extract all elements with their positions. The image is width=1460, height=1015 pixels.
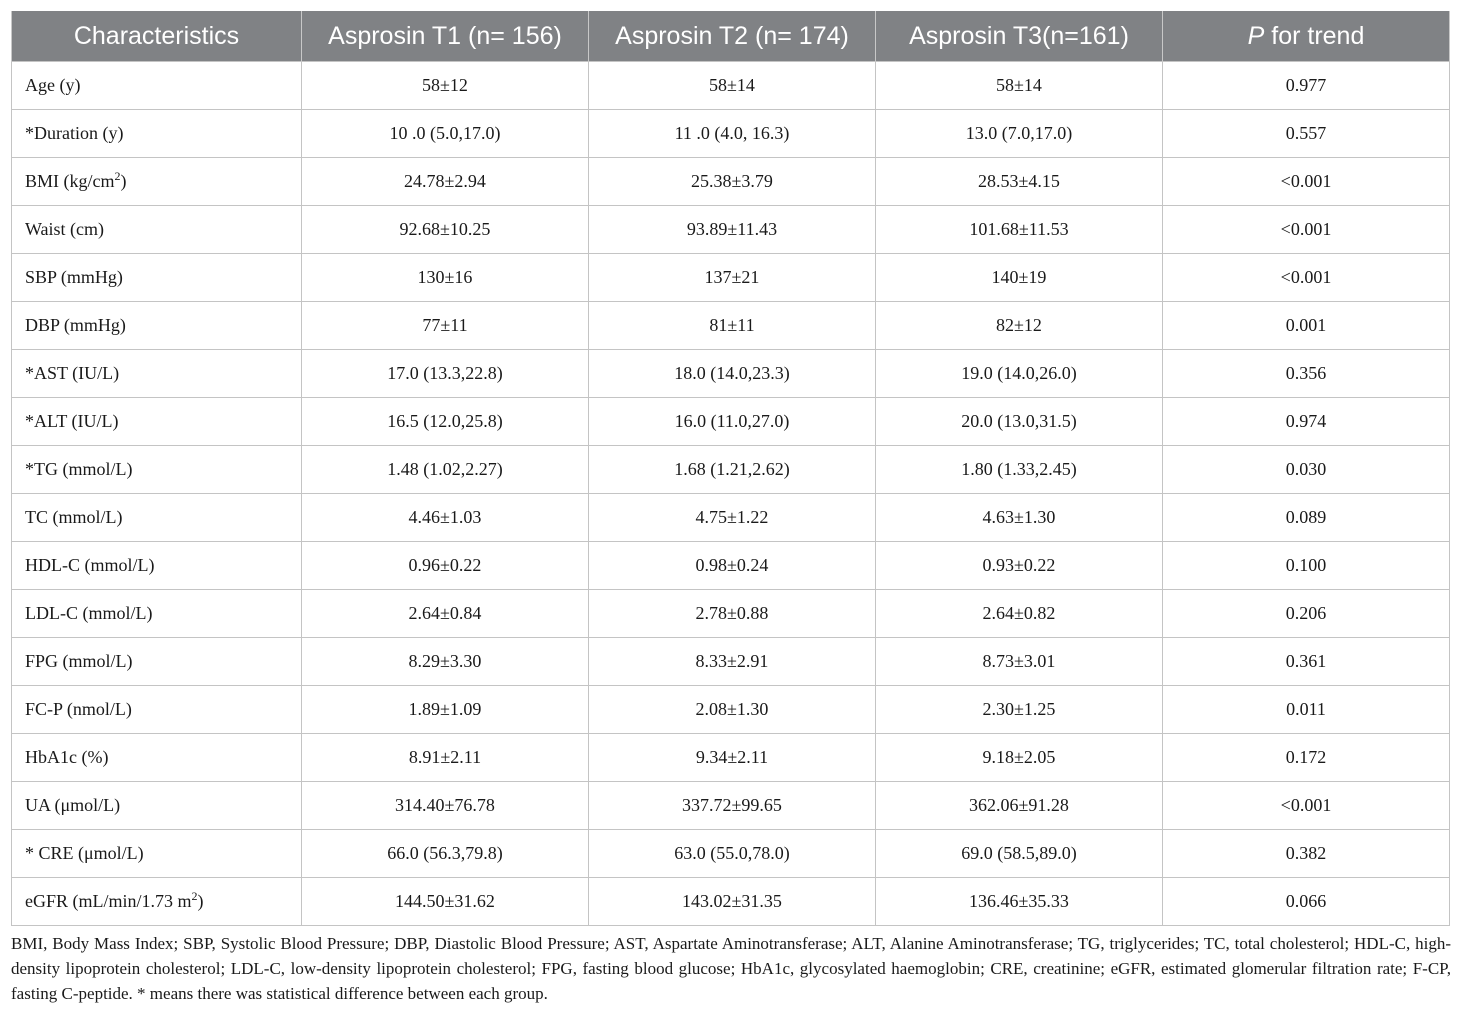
characteristics-table-container (11, 11, 1449, 926)
t3-value-cell: 28.53±4.15 (876, 158, 1163, 206)
t2-value-cell: 25.38±3.79 (589, 158, 876, 206)
row-label: SBP (mmHg) (25, 267, 123, 287)
table-row (12, 206, 1450, 254)
t1-value-cell: 1.48 (1.02,2.27) (302, 446, 589, 494)
t1-value-cell: 130±16 (302, 254, 589, 302)
p-value-cell: 0.100 (1163, 542, 1450, 590)
t3-value-cell: 8.73±3.01 (876, 638, 1163, 686)
row-label-cell (12, 878, 302, 926)
row-label-cell (12, 302, 302, 350)
t3-value-cell: 140±19 (876, 254, 1163, 302)
t3-value-cell: 82±12 (876, 302, 1163, 350)
t2-value-cell: 4.75±1.22 (589, 494, 876, 542)
characteristics-table (11, 11, 1450, 926)
table-row (12, 398, 1450, 446)
t3-value-cell: 9.18±2.05 (876, 734, 1163, 782)
row-label: DBP (mmHg) (25, 315, 126, 335)
p-value-cell: 0.089 (1163, 494, 1450, 542)
p-value-cell: 0.557 (1163, 110, 1450, 158)
t2-value-cell: 81±11 (589, 302, 876, 350)
t1-value-cell: 1.89±1.09 (302, 686, 589, 734)
row-label: FPG (mmol/L) (25, 651, 133, 671)
row-label: *TG (mmol/L) (25, 459, 133, 479)
t2-value-cell: 137±21 (589, 254, 876, 302)
row-label-cell (12, 638, 302, 686)
p-value-cell: 0.356 (1163, 350, 1450, 398)
table-row (12, 446, 1450, 494)
t1-value-cell: 0.96±0.22 (302, 542, 589, 590)
t1-value-cell: 58±12 (302, 62, 589, 110)
t2-value-cell: 337.72±99.65 (589, 782, 876, 830)
t1-value-cell: 144.50±31.62 (302, 878, 589, 926)
row-label-cell (12, 350, 302, 398)
row-label-suffix: ) (197, 891, 204, 911)
p-value-cell: 0.172 (1163, 734, 1450, 782)
table-row (12, 302, 1450, 350)
row-label-cell (12, 782, 302, 830)
table-row (12, 782, 1450, 830)
t3-value-cell: 1.80 (1.33,2.45) (876, 446, 1163, 494)
t3-value-cell: 69.0 (58.5,89.0) (876, 830, 1163, 878)
table-row (12, 158, 1450, 206)
t1-value-cell: 92.68±10.25 (302, 206, 589, 254)
row-label-cell (12, 254, 302, 302)
header-p-for-trend (1163, 11, 1450, 62)
t2-value-cell: 1.68 (1.21,2.62) (589, 446, 876, 494)
row-label-cell (12, 734, 302, 782)
row-label: LDL-C (mmol/L) (25, 603, 153, 623)
row-label: FC-P (nmol/L) (25, 699, 132, 719)
table-header (12, 11, 1450, 62)
t1-value-cell: 8.29±3.30 (302, 638, 589, 686)
p-value-cell: 0.361 (1163, 638, 1450, 686)
p-value-cell: <0.001 (1163, 206, 1450, 254)
header-row (12, 11, 1450, 62)
t3-value-cell: 2.64±0.82 (876, 590, 1163, 638)
t2-value-cell: 93.89±11.43 (589, 206, 876, 254)
table-row (12, 830, 1450, 878)
t3-value-cell: 0.93±0.22 (876, 542, 1163, 590)
t2-value-cell: 2.78±0.88 (589, 590, 876, 638)
row-label-cell (12, 110, 302, 158)
row-label-cell (12, 62, 302, 110)
header-asprosin-t2: Asprosin T2 (n= 174) (589, 11, 876, 62)
row-label: * CRE (μmol/L) (25, 843, 144, 863)
row-label-cell (12, 542, 302, 590)
table-row (12, 110, 1450, 158)
row-label: HDL-C (mmol/L) (25, 555, 155, 575)
t1-value-cell: 16.5 (12.0,25.8) (302, 398, 589, 446)
p-value-cell: 0.974 (1163, 398, 1450, 446)
row-label-cell (12, 590, 302, 638)
table-body (12, 62, 1450, 926)
table-row (12, 542, 1450, 590)
row-label-cell (12, 494, 302, 542)
row-label: HbA1c (%) (25, 747, 109, 767)
t2-value-cell: 9.34±2.11 (589, 734, 876, 782)
header-characteristics: Characteristics (12, 11, 302, 62)
row-label-suffix: ) (120, 171, 127, 191)
row-label-cell (12, 206, 302, 254)
t1-value-cell: 66.0 (56.3,79.8) (302, 830, 589, 878)
table-row (12, 590, 1450, 638)
table-footnote: BMI, Body Mass Index; SBP, Systolic Blood Pressure; DBP, Diastolic Blood Pressure; AST, Aspartate Aminotransferase; ALT, Alanine Aminotransferase; TG, triglycerides; TC, total cholesterol; HDL-C, high-density lipoprotein cholesterol; LDL-C, low-density lipoprotein cholesterol; FPG, fasting blood glucose; HbA1c, glycosylated haemoglobin; CRE, creatinine; eGFR, estimated glomerular filtration rate; F-CP, fasting C-peptide. * means there was statistical difference between each group. (11, 934, 1451, 1003)
t2-value-cell: 11 .0 (4.0, 16.3) (589, 110, 876, 158)
table-row (12, 62, 1450, 110)
header-asprosin-t1: Asprosin T1 (n= 156) (302, 11, 589, 62)
row-label: eGFR (mL/min/1.73 m (25, 891, 192, 911)
row-label: TC (mmol/L) (25, 507, 123, 527)
t2-value-cell: 18.0 (14.0,23.3) (589, 350, 876, 398)
p-value-cell: <0.001 (1163, 158, 1450, 206)
t3-value-cell: 2.30±1.25 (876, 686, 1163, 734)
t2-value-cell: 143.02±31.35 (589, 878, 876, 926)
row-label-superscript: 2 (191, 889, 198, 903)
row-label-cell (12, 830, 302, 878)
row-label: *Duration (y) (25, 123, 124, 143)
table-row (12, 638, 1450, 686)
row-label: Age (y) (25, 75, 81, 95)
table-row (12, 350, 1450, 398)
t3-value-cell: 362.06±91.28 (876, 782, 1163, 830)
table-row (12, 686, 1450, 734)
table-row (12, 878, 1450, 926)
row-label: *ALT (IU/L) (25, 411, 119, 431)
header-p-suffix: for trend (1264, 21, 1365, 50)
header-asprosin-t3: Asprosin T3(n=161) (876, 11, 1163, 62)
header-p-letter: P (1247, 21, 1265, 50)
table-row (12, 734, 1450, 782)
table-row (12, 254, 1450, 302)
p-value-cell: 0.030 (1163, 446, 1450, 494)
p-value-cell: 0.382 (1163, 830, 1450, 878)
t1-value-cell: 10 .0 (5.0,17.0) (302, 110, 589, 158)
p-value-cell: 0.206 (1163, 590, 1450, 638)
p-value-cell: 0.066 (1163, 878, 1450, 926)
t1-value-cell: 8.91±2.11 (302, 734, 589, 782)
t3-value-cell: 136.46±35.33 (876, 878, 1163, 926)
row-label: Waist (cm) (25, 219, 105, 239)
t1-value-cell: 4.46±1.03 (302, 494, 589, 542)
t1-value-cell: 2.64±0.84 (302, 590, 589, 638)
row-label: BMI (kg/cm (25, 171, 115, 191)
t3-value-cell: 13.0 (7.0,17.0) (876, 110, 1163, 158)
table-row (12, 494, 1450, 542)
t1-value-cell: 77±11 (302, 302, 589, 350)
t2-value-cell: 58±14 (589, 62, 876, 110)
p-value-cell: <0.001 (1163, 254, 1450, 302)
row-label-cell (12, 158, 302, 206)
t2-value-cell: 16.0 (11.0,27.0) (589, 398, 876, 446)
t3-value-cell: 19.0 (14.0,26.0) (876, 350, 1163, 398)
t2-value-cell: 2.08±1.30 (589, 686, 876, 734)
t2-value-cell: 0.98±0.24 (589, 542, 876, 590)
t2-value-cell: 8.33±2.91 (589, 638, 876, 686)
row-label: *AST (IU/L) (25, 363, 120, 383)
t3-value-cell: 4.63±1.30 (876, 494, 1163, 542)
t3-value-cell: 101.68±11.53 (876, 206, 1163, 254)
row-label-cell (12, 398, 302, 446)
t3-value-cell: 58±14 (876, 62, 1163, 110)
row-label-superscript: 2 (114, 169, 121, 183)
t1-value-cell: 314.40±76.78 (302, 782, 589, 830)
t2-value-cell: 63.0 (55.0,78.0) (589, 830, 876, 878)
p-value-cell: 0.011 (1163, 686, 1450, 734)
row-label-cell (12, 686, 302, 734)
t1-value-cell: 24.78±2.94 (302, 158, 589, 206)
t1-value-cell: 17.0 (13.3,22.8) (302, 350, 589, 398)
t3-value-cell: 20.0 (13.0,31.5) (876, 398, 1163, 446)
p-value-cell: 0.977 (1163, 62, 1450, 110)
row-label: UA (μmol/L) (25, 795, 121, 815)
row-label-cell (12, 446, 302, 494)
p-value-cell: <0.001 (1163, 782, 1450, 830)
p-value-cell: 0.001 (1163, 302, 1450, 350)
